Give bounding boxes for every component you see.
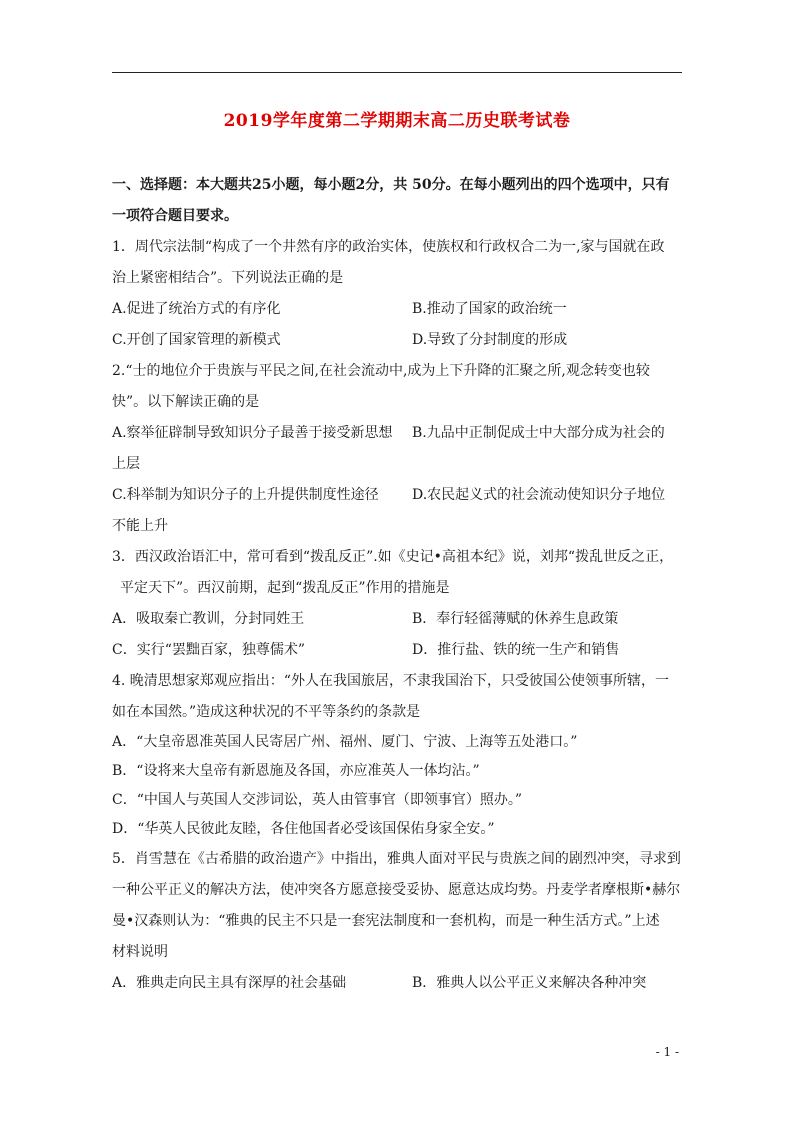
q1-option-a: A.促进了统治方式的有序化 [112,301,281,317]
q4-option-c: C．“中国人与英国人交涉词讼，英人由管事官（即领事官）照办。” [112,792,523,808]
section-heading-line2: 一项符合题目要求。 [112,208,238,224]
q4-stem-line1: 4. 晚清思想家郑观应指出：“外人在我国旅居，不隶我国治下，只受彼国公使领事所辖，一 [112,673,669,689]
q2-stem-line2: 快”。以下解读正确的是 [112,394,260,410]
q1-option-c: C.开创了国家管理的新模式 [112,332,281,348]
q3-options-row2 [112,635,684,666]
q3-stem-line1: 3．西汉政治语汇中，常可看到“拨乱反正”.如《史记•高祖本纪》说，刘邦“拨乱世反之正， [112,549,674,565]
q5-option-b: B．雅典人以公平正义来解决各种冲突 [412,975,647,991]
q5-stem-line4: 材料说明 [112,944,168,960]
section-heading-line1: 一、选择题：本大题共25小题，每小题2分，共 50分。在每小题列出的四个选项中，只有 [112,177,670,193]
q4-option-d: D．“华英人民彼此友睦，各住他国者必受该国保佑身家全安。” [112,821,495,837]
page-number: - 1 - [655,1045,679,1059]
q1-options-row2 [112,325,684,356]
q5-option-a: A．雅典走向民主具有深厚的社会基础 [112,975,347,991]
q3-options-row1 [112,604,684,635]
q2-option-a: A.察举征辟制导致知识分子最善于接受新思想 [112,425,393,441]
q2-options-row2 [112,480,684,511]
q3-option-c: C．实行“罢黜百家，独尊儒术” [112,642,306,658]
q2-stem-line1: 2.“士的地位介于贵族与平民之间,在社会流动中,成为上下升降的汇聚之所,观念转变也较 [112,363,650,379]
q5-options-row1 [112,968,684,999]
q2-option-b: B.九品中正制促成士中大部分成为社会的 [412,425,665,441]
q1-option-d: D.导致了分封制度的形成 [412,332,568,348]
q1-options-row1 [112,294,684,325]
q3-option-d: D．推行盐、铁的统一生产和销售 [412,642,620,658]
q4-option-a: A．“大皇帝恩准英国人民寄居广州、福州、厦门、宁波、上海等五处港口。” [112,734,578,750]
q1-stem-line1: 1．周代宗法制“构成了一个井然有序的政治实体，使族权和行政权合二为一,家与国就在政 [112,239,665,255]
header-rule [112,72,682,73]
exam-body [112,170,684,999]
q5-stem-line1: 5．肖雪慧在《古希腊的政治遗产》中指出，雅典人面对平民与贵族之间的剧烈冲突，寻求到 [112,851,681,867]
q2-option-b-continued: 上层 [112,456,140,472]
q2-option-c: C.科举制为知识分子的上升提供制度性途径 [112,487,379,503]
q4-stem-line2: 如在本国然。”造成这种状况的不平等条约的条款是 [112,704,421,720]
q4-option-b: B．“设将来大皇帝有新恩施及各国，亦应准英人一体均沾。” [112,763,480,779]
q3-stem-line2: 平定天下”。西汉前期，起到“拨乱反正”作用的措施是 [120,580,450,596]
page-title: 2019学年度第二学期期末高二历史联考试卷 [223,111,571,131]
q2-options-row1 [112,418,684,449]
q1-option-b: B.推动了国家的政治统一 [412,301,567,317]
q3-option-b: B．奉行轻徭薄赋的休养生息政策 [412,611,619,627]
q1-stem-line2: 治上紧密相结合”。下列说法正确的是 [112,270,344,286]
q3-option-a: A．吸取秦亡教训，分封同姓王 [112,611,305,627]
q2-option-d-continued: 不能上升 [112,518,168,534]
q5-stem-line2: 一种公平正义的解决方法，使冲突各方愿意接受妥协、愿意达成均势。丹麦学者摩根斯•赫尔 [112,882,681,898]
q2-option-d: D.农民起义式的社会流动使知识分子地位 [412,487,666,503]
q5-stem-line3: 曼•汉森则认为：“雅典的民主不只是一套宪法制度和一套机构，而是一种生活方式。”上述 [112,913,660,929]
